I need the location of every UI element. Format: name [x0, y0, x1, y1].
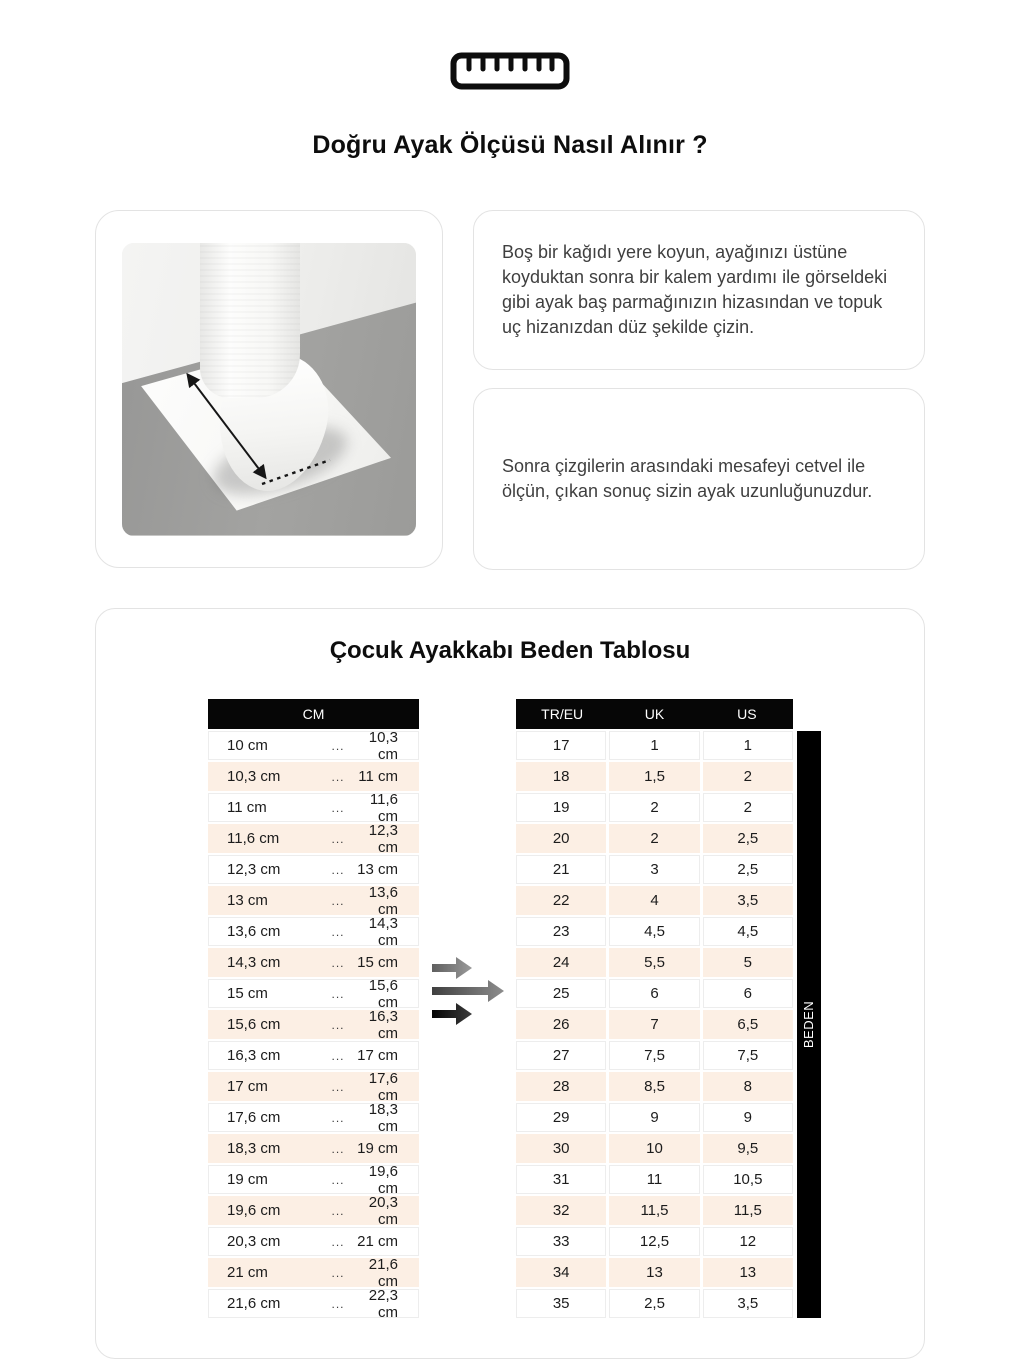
size-table-row: [516, 1103, 793, 1132]
size-uk: 10: [609, 1134, 699, 1163]
range-separator: ...: [331, 1110, 345, 1125]
cm-to: 13 cm: [357, 861, 398, 878]
size-table-row: [516, 979, 793, 1008]
size-us: 7,5: [703, 1041, 793, 1070]
size-table-row: [516, 731, 793, 760]
size-table-header-uk: UK: [644, 706, 665, 722]
range-separator: ...: [331, 1203, 345, 1218]
cm-from: 21 cm: [227, 1264, 268, 1281]
beden-side-label: BEDEN: [801, 1000, 817, 1049]
size-treu: 17: [516, 731, 606, 760]
cm-from: 13,6 cm: [227, 923, 281, 940]
size-table-row: [516, 1072, 793, 1101]
size-table-row: [516, 1134, 793, 1163]
cm-table-row: [208, 1041, 419, 1070]
size-treu: 25: [516, 979, 606, 1008]
size-uk: 2,5: [609, 1289, 699, 1318]
cm-to: 14,3 cm: [368, 914, 398, 949]
instruction-card-1: [473, 210, 925, 370]
size-uk: 6: [609, 979, 699, 1008]
size-table-row: [516, 1289, 793, 1318]
cm-table-row: [208, 914, 419, 949]
cm-table-row: [208, 1007, 419, 1042]
cm-to: 15 cm: [357, 954, 398, 971]
instruction-step-1: Boş bir kağıdı yere koyun, ayağınızı üstüne koyduktan sonra bir kalem yardımı ile görseldeki gibi ayak baş parmağınızın hizasından ve topuk uç hizanızdan düz şekilde çizin.: [502, 242, 888, 337]
range-separator: ...: [331, 955, 345, 970]
size-treu: 31: [516, 1165, 606, 1194]
size-table-row: [516, 855, 793, 884]
size-table-body: [516, 731, 793, 1318]
size-table: [516, 699, 793, 1320]
size-uk: 2: [609, 793, 699, 822]
size-us: 2: [703, 762, 793, 791]
cm-table-row: [208, 1193, 419, 1228]
size-treu: 24: [516, 948, 606, 977]
size-uk: 9: [609, 1103, 699, 1132]
size-us: 3,5: [703, 1289, 793, 1318]
size-chart-tables: [208, 699, 924, 1320]
size-table-row: [516, 824, 793, 853]
range-separator: ...: [331, 1172, 345, 1187]
size-treu: 32: [516, 1196, 606, 1225]
size-uk: 3: [609, 855, 699, 884]
instruction-step-2: Sonra çizgilerin arasındaki mesafeyi cetvel ile ölçün, çıkan sonuç sizin ayak uzunluğunuzdur.: [502, 456, 873, 501]
size-uk: 7: [609, 1010, 699, 1039]
range-separator: ...: [331, 1265, 345, 1280]
size-table-row: [516, 1258, 793, 1287]
cm-table-header: CM: [208, 699, 419, 729]
size-treu: 26: [516, 1010, 606, 1039]
range-separator: ...: [331, 1296, 345, 1311]
size-us: 5: [703, 948, 793, 977]
range-separator: ...: [331, 1048, 345, 1063]
cm-table-row: [208, 976, 419, 1011]
page-header: [0, 0, 1020, 160]
size-table-row: [516, 1227, 793, 1256]
size-treu: 33: [516, 1227, 606, 1256]
cm-table-row: [208, 1162, 419, 1197]
size-treu: 34: [516, 1258, 606, 1287]
size-table-row: [516, 1165, 793, 1194]
size-table-row: [516, 948, 793, 977]
cm-from: 20,3 cm: [227, 1233, 281, 1250]
cm-to: 15,6 cm: [368, 976, 398, 1011]
size-table-row: [516, 1041, 793, 1070]
size-treu: 22: [516, 886, 606, 915]
cm-to: 22,3 cm: [368, 1286, 398, 1321]
instruction-card-2: [473, 388, 925, 570]
size-us: 3,5: [703, 886, 793, 915]
size-uk: 5,5: [609, 948, 699, 977]
cm-to: 13,6 cm: [368, 883, 398, 918]
range-separator: ...: [331, 769, 345, 784]
size-chart-card: [95, 608, 925, 1359]
cm-to: 16,3 cm: [368, 1007, 398, 1042]
cm-table: [208, 699, 419, 1320]
cm-table-row: [208, 1100, 419, 1135]
range-separator: ...: [331, 738, 345, 753]
cm-from: 15 cm: [227, 985, 268, 1002]
size-table-row: [516, 886, 793, 915]
cm-from: 19,6 cm: [227, 1202, 281, 1219]
size-us: 9: [703, 1103, 793, 1132]
cm-table-row: [208, 762, 419, 791]
size-us: 1: [703, 731, 793, 760]
size-us: 4,5: [703, 917, 793, 946]
cm-table-row: [208, 728, 419, 763]
ruler-icon: [450, 52, 570, 90]
range-separator: ...: [331, 831, 345, 846]
size-uk: 4,5: [609, 917, 699, 946]
size-uk: 8,5: [609, 1072, 699, 1101]
cm-from: 17 cm: [227, 1078, 268, 1095]
cm-to: 21,6 cm: [368, 1255, 398, 1290]
size-us: 8: [703, 1072, 793, 1101]
size-table-header-us: US: [737, 706, 757, 722]
cm-to: 19,6 cm: [368, 1162, 398, 1197]
cm-from: 21,6 cm: [227, 1295, 281, 1312]
size-table-row: [516, 1196, 793, 1225]
cm-table-row: [208, 1286, 419, 1321]
cm-table-row: [208, 1134, 419, 1163]
cm-from: 13 cm: [227, 892, 268, 909]
size-treu: 30: [516, 1134, 606, 1163]
arrow-right-icon: [430, 957, 506, 1027]
size-table-row: [516, 793, 793, 822]
size-treu: 21: [516, 855, 606, 884]
range-separator: ...: [331, 893, 345, 908]
size-uk: 7,5: [609, 1041, 699, 1070]
size-uk: 11,5: [609, 1196, 699, 1225]
page-title: Doğru Ayak Ölçüsü Nasıl Alınır ?: [312, 131, 708, 159]
size-uk: 1,5: [609, 762, 699, 791]
conversion-arrows: [419, 681, 516, 1302]
size-uk: 12,5: [609, 1227, 699, 1256]
size-table-row: [516, 917, 793, 946]
size-uk: 1: [609, 731, 699, 760]
cm-to: 10,3 cm: [368, 728, 398, 763]
size-uk: 13: [609, 1258, 699, 1287]
cm-to: 11,6 cm: [369, 790, 398, 825]
size-table-row: [516, 1010, 793, 1039]
cm-table-row: [208, 1255, 419, 1290]
range-separator: ...: [331, 1079, 345, 1094]
cm-table-row: [208, 948, 419, 977]
size-uk: 2: [609, 824, 699, 853]
size-us: 11,5: [703, 1196, 793, 1225]
cm-from: 15,6 cm: [227, 1016, 281, 1033]
range-separator: ...: [331, 924, 345, 939]
size-table-row: [516, 762, 793, 791]
size-table-header: [516, 699, 793, 729]
cm-from: 16,3 cm: [227, 1047, 281, 1064]
cm-to: 17 cm: [357, 1047, 398, 1064]
cm-from: 17,6 cm: [227, 1109, 281, 1126]
size-us: 6,5: [703, 1010, 793, 1039]
cm-table-row: [208, 883, 419, 918]
size-treu: 35: [516, 1289, 606, 1318]
cm-table-row: [208, 855, 419, 884]
size-treu: 27: [516, 1041, 606, 1070]
cm-to: 21 cm: [357, 1233, 398, 1250]
size-treu: 19: [516, 793, 606, 822]
size-us: 6: [703, 979, 793, 1008]
size-us: 12: [703, 1227, 793, 1256]
range-separator: ...: [331, 1017, 345, 1032]
size-us: 2,5: [703, 855, 793, 884]
cm-from: 10,3 cm: [227, 768, 281, 785]
cm-from: 12,3 cm: [227, 861, 281, 878]
size-us: 9,5: [703, 1134, 793, 1163]
cm-table-row: [208, 1069, 419, 1104]
size-us: 2: [703, 793, 793, 822]
size-uk: 4: [609, 886, 699, 915]
size-us: 13: [703, 1258, 793, 1287]
cm-from: 18,3 cm: [227, 1140, 281, 1157]
size-us: 10,5: [703, 1165, 793, 1194]
cm-table-row: [208, 1227, 419, 1256]
cm-from: 14,3 cm: [227, 954, 281, 971]
range-separator: ...: [331, 800, 345, 815]
cm-to: 11 cm: [358, 768, 398, 785]
cm-to: 17,6 cm: [368, 1069, 398, 1104]
cm-from: 11 cm: [227, 799, 267, 816]
beden-side-bar: [797, 731, 821, 1318]
range-separator: ...: [331, 862, 345, 877]
range-separator: ...: [331, 1234, 345, 1249]
size-treu: 23: [516, 917, 606, 946]
foot-photo-card: [95, 210, 443, 568]
measurement-arrow-icon: [122, 243, 416, 536]
size-chart-title: Çocuk Ayakkabı Beden Tablosu: [329, 637, 691, 664]
size-uk: 11: [609, 1165, 699, 1194]
cm-table-row: [208, 821, 419, 856]
cm-from: 11,6 cm: [227, 830, 280, 847]
howto-section: [95, 210, 925, 570]
cm-table-row: [208, 790, 419, 825]
range-separator: ...: [331, 1141, 345, 1156]
cm-to: 12,3 cm: [368, 821, 398, 856]
size-treu: 20: [516, 824, 606, 853]
cm-table-body: [208, 728, 419, 1321]
instruction-cards: [473, 210, 925, 570]
cm-from: 19 cm: [227, 1171, 268, 1188]
size-treu: 18: [516, 762, 606, 791]
cm-to: 20,3 cm: [368, 1193, 398, 1228]
size-us: 2,5: [703, 824, 793, 853]
size-table-header-treu: TR/EU: [541, 706, 584, 722]
cm-to: 18,3 cm: [368, 1100, 398, 1135]
range-separator: ...: [331, 986, 345, 1001]
foot-measurement-photo: [122, 243, 416, 536]
cm-to: 19 cm: [357, 1140, 398, 1157]
size-treu: 29: [516, 1103, 606, 1132]
cm-from: 10 cm: [227, 737, 268, 754]
size-treu: 28: [516, 1072, 606, 1101]
